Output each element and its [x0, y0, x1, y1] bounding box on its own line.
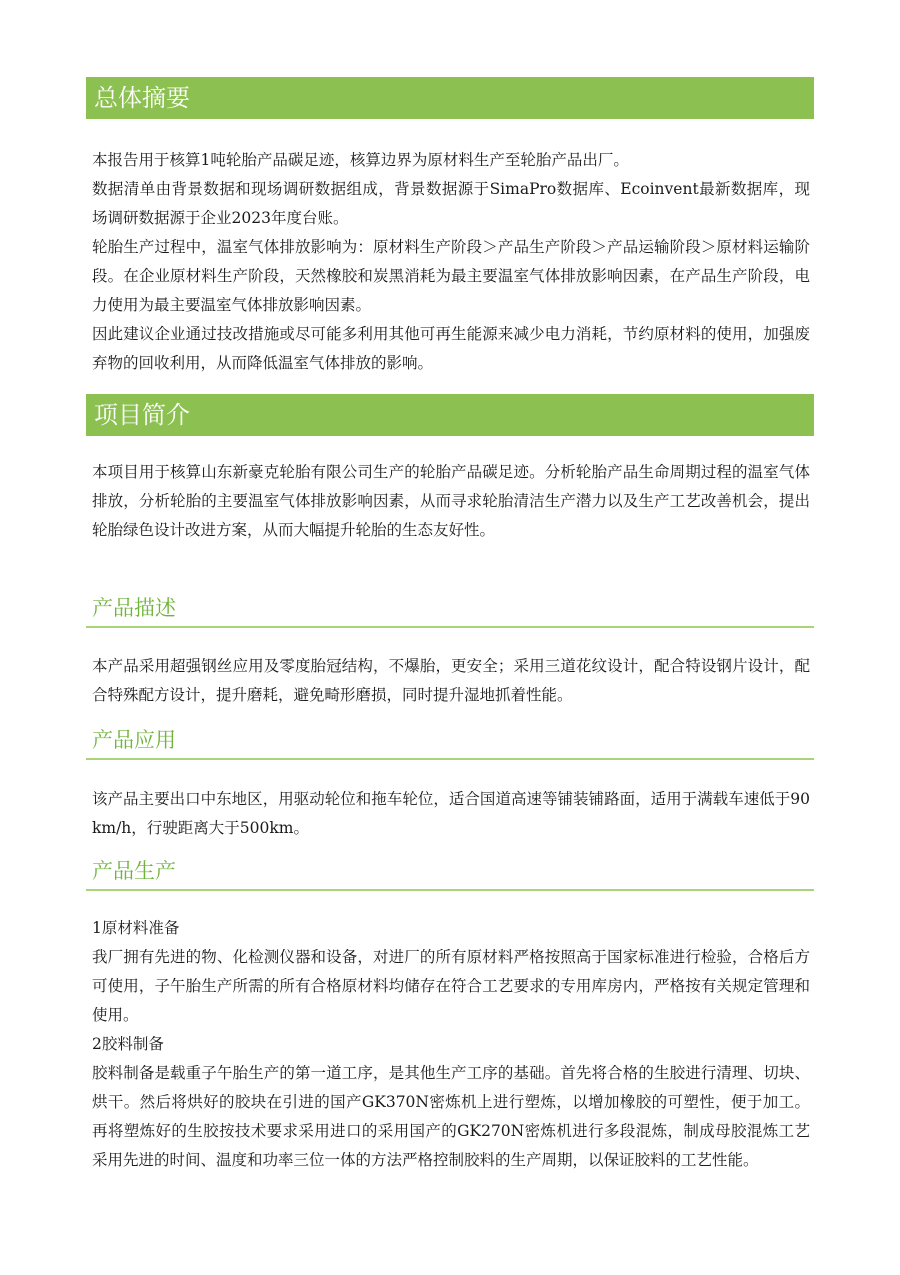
- subheading-description: 产品描述: [86, 592, 814, 628]
- paragraph: 本报告用于核算1吨轮胎产品碳足迹，核算边界为原材料生产至轮胎产品出厂。: [92, 151, 629, 169]
- paragraph: 因此建议企业通过技改措施或尽可能多利用其他可再生能源来减少电力消耗，节约原材料的使用，加强废弃物的回收利用，从而降低温室气体排放的影响。: [92, 325, 810, 372]
- summary-body: [92, 146, 810, 378]
- paragraph: 胶料制备是载重子午胎生产的第一道工序，是其他生产工序的基础。首先将合格的生胶进行清理、切块、烘干。然后将烘好的胶块在引进的国产GK370N密炼机上进行塑炼，以增加橡胶的可塑性，便于加工。再将塑炼好的生胶按技术要求采用进口的采用国产的GK270N密炼机进行多段混炼，制成母胶混炼工艺采用先进的时间、温度和功率三位一体的方法严格控制胶料的生产周期，以保证胶料的工艺性能。: [92, 1064, 810, 1169]
- paragraph: 本项目用于核算山东新豪克轮胎有限公司生产的轮胎产品碳足迹。分析轮胎产品生命周期过程的温室气体排放，分析轮胎的主要温室气体排放影响因素，从而寻求轮胎清洁生产潜力以及生产工艺改善机会，提出轮胎绿色设计改进方案，从而大幅提升轮胎的生态友好性。: [92, 463, 810, 539]
- description-body: [92, 652, 810, 710]
- section-heading-intro: 项目简介: [86, 394, 814, 436]
- paragraph: 该产品主要出口中东地区，用驱动轮位和拖车轮位，适合国道高速等铺装铺路面，适用于满载车速低于90km/h，行驶距离大于500km。: [92, 790, 810, 837]
- subheading-production: 产品生产: [86, 855, 814, 891]
- application-body: [92, 785, 810, 843]
- paragraph: 轮胎生产过程中，温室气体排放影响为：原材料生产阶段＞产品生产阶段＞产品运输阶段＞原材料运输阶段。在企业原材料生产阶段，天然橡胶和炭黑消耗为最主要温室气体排放影响因素，在产品生产阶段，电力使用为最主要温室气体排放影响因素。: [92, 238, 810, 314]
- paragraph: 本产品采用超强钢丝应用及零度胎冠结构，不爆胎，更安全；采用三道花纹设计，配合特设钢片设计，配合特殊配方设计，提升磨耗，避免畸形磨损，同时提升湿地抓着性能。: [92, 657, 810, 704]
- section-heading-summary: 总体摘要: [86, 77, 814, 119]
- intro-body: [92, 458, 810, 545]
- step-heading: 1原材料准备: [92, 919, 180, 937]
- production-body: [92, 914, 810, 1175]
- step-heading: 2胶料制备: [92, 1035, 164, 1053]
- paragraph: 我厂拥有先进的物、化检测仪器和设备，对进厂的所有原材料严格按照高于国家标准进行检验，合格后方可使用，子午胎生产所需的所有合格原材料均储存在符合工艺要求的专用库房内，严格按有关规定管理和使用。: [92, 948, 810, 1024]
- subheading-application: 产品应用: [86, 724, 814, 760]
- paragraph: 数据清单由背景数据和现场调研数据组成，背景数据源于SimaPro数据库、Ecoinvent最新数据库，现场调研数据源于企业2023年度台账。: [92, 180, 810, 227]
